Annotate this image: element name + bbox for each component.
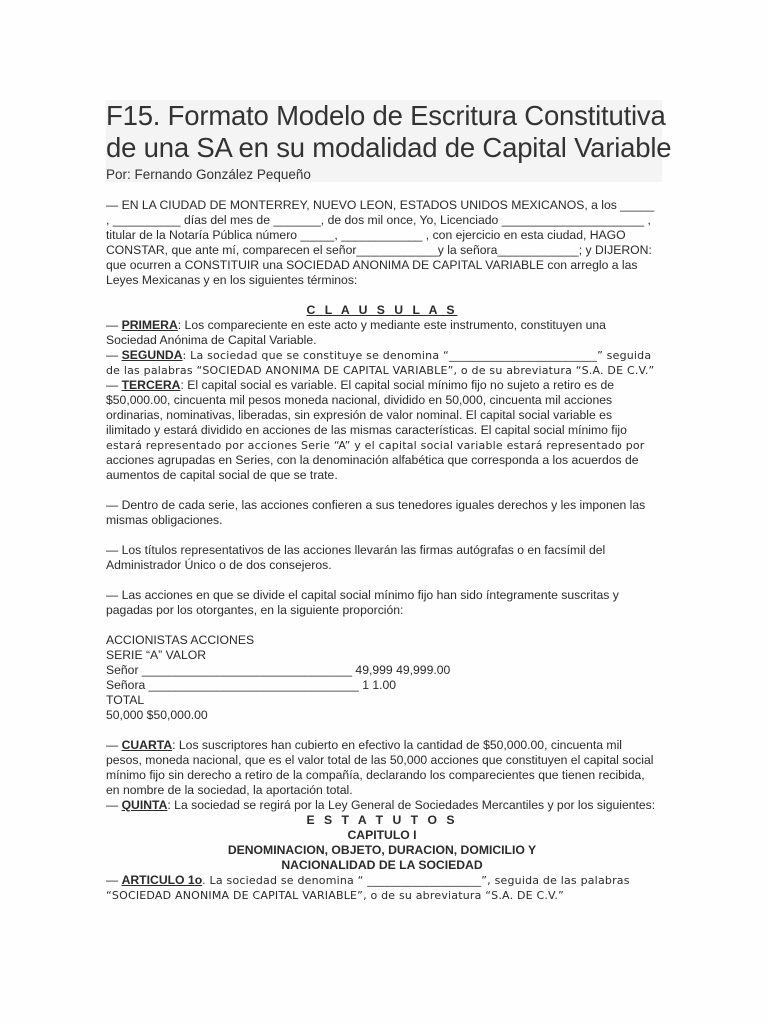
articulo-1: — ARTICULO 1o. La sociedad se denomina “ ____________________”, seguida de las palabras “SOCIEDAD ANONIMA DE CAPITAL VARIABLE”, o de su abreviatura “S.A. DE C.V.” (106, 873, 630, 902)
paragraph-series: — Dentro de cada serie, las acciones confieren a sus tenedores iguales derechos y les imponen las mismas obligaciones. (106, 498, 646, 527)
clausula-primera: — PRIMERA: Los compareciente en este acto y mediante este instrumento, constituyen una Sociedad Anónima de Capital Variable. (106, 318, 606, 347)
tercera-text-a: : El capital social es variable. El capital social mínimo fijo no sujeto a retiro es de $50,000.00, cincuenta mil pesos moneda nacional, dividido en 50,000, cincuenta mil acciones ordinarias, nominativas, liberadas, sin expresión de valor nominal. El capital social variable es ilimitado y estará dividido en acciones de las mismas características. El capital social mínimo fijo (106, 378, 627, 437)
articulo-text-b: “SOCIEDAD ANONIMA DE CAPITAL VARIABLE”, o de su abreviatura “S.A. DE C.V.” (106, 889, 564, 902)
capitulo-title-line-2: NACIONALIDAD DE LA SOCIEDAD (281, 858, 483, 872)
clausula-cuarta: — CUARTA: Los suscriptores han cubierto en efectivo la cantidad de $50,000.00, cincuenta mil pesos, moneda nacional, que es el valor total de las 50,000 acciones que constituyen el capital social mínimo fijo sin derecho a retiro de la compañía, declarando los comparecientes que tienen recibida, en nombre de la sociedad, la aportación total. (106, 738, 654, 797)
tercera-label: TERCERA (121, 378, 181, 392)
capitulo-title-line-1: DENOMINACION, OBJETO, DURACION, DOMICILIO Y (227, 843, 537, 857)
estatutos-heading: E S T A T U T O S (306, 813, 458, 827)
primera-label: PRIMERA (121, 318, 178, 332)
table-header-1: ACCIONISTAS ACCIONES (106, 633, 255, 647)
segunda-text: : La sociedad que se constituye se denomina “__________________________” seguida de las palabras “SOCIEDAD ANONIMA DE CAPITAL VARIABLE”, o de su abreviatura “S.A. DE C.V.” (106, 349, 655, 377)
shareholder-table (106, 633, 658, 723)
paragraph-acciones: — Las acciones en que se divide el capital social mínimo fijo han sido íntegramente suscritas y pagadas por los otorgantes, en la siguiente proporción: (106, 588, 619, 617)
tercera-text-b: estará representado por acciones Serie “A” y el capital social variable estará representado por (106, 439, 645, 452)
table-header-2: SERIE “A” VALOR (106, 648, 207, 662)
articulo-text-a: . La sociedad se denomina “ ____________________”, seguida de las palabras (202, 874, 630, 887)
document-body (106, 198, 658, 903)
paragraph-titulos: — Los títulos representativos de las acciones llevarán las firmas autógrafas o en facsímil del Administrador Único o de dos consejeros. (106, 543, 606, 572)
articulo-label: ARTICULO 1o (121, 873, 203, 887)
quinta-label: QUINTA (121, 798, 168, 812)
clausulas-heading: C L A U S U L A S (306, 303, 458, 317)
table-total-label: TOTAL (106, 693, 145, 707)
segunda-label: SEGUNDA (121, 348, 183, 362)
table-row: Señora _______________________________ 1 1.00 (106, 678, 397, 692)
document-title: F15. Formato Modelo de Escritura Constitutiva de una SA en su modalidad de Capital Variable (106, 100, 672, 163)
capitulo-heading: CAPITULO I (347, 828, 417, 842)
clausula-segunda: — SEGUNDA: La sociedad que se constituye se denomina “__________________________” seguida de las palabras “SOCIEDAD ANONIMA DE CAPITAL VARIABLE”, o de su abreviatura “S.A. DE C.V.” (106, 348, 655, 377)
cuarta-text: : Los suscriptores han cubierto en efectivo la cantidad de $50,000.00, cincuenta mil pesos, moneda nacional, que es el valor total de las 50,000 acciones que constituyen el capital social mínimo fijo sin derecho a retiro de la compañía, declarando los comparecientes que tienen recibida, en nombre de la sociedad, la aportación total. (106, 738, 654, 797)
table-row: Señor _______________________________ 49,999 49,999.00 (106, 663, 451, 677)
tercera-text-c: acciones agrupadas en Series, con la denominación alfabética que corresponda a los acuerdos de aumentos de capital social de que se trate. (106, 453, 639, 482)
document-author: Por: Fernando González Pequeño (106, 167, 311, 182)
cuarta-label: CUARTA (121, 738, 173, 752)
clausula-quinta: — QUINTA: La sociedad se regirá por la Ley General de Sociedades Mercantiles y por los siguientes: (106, 798, 656, 812)
intro-paragraph: — EN LA CIUDAD DE MONTERREY, NUEVO LEON, ESTADOS UNIDOS MEXICANOS, a los _____ , __________ días del mes de _______, de dos mil once, Yo, Licenciado _____________________ , titular de la Notaría Pública número _____, ____________ , con ejercicio en esta ciudad, HAGO CONSTAR, que ante mí, comparecen el señor____________y la señora____________; y DIJERON: que ocurren a CONSTITUIR una SOCIEDAD ANONIMA DE CAPITAL VARIABLE con arreglo a las Leyes Mexicanas y en los siguientes términos: (106, 198, 655, 287)
table-total-values: 50,000 $50,000.00 (106, 708, 208, 722)
quinta-text: : La sociedad se regirá por la Ley General de Sociedades Mercantiles y por los siguientes: (167, 798, 656, 812)
primera-text: : Los compareciente en este acto y mediante este instrumento, constituyen una Sociedad Anónima de Capital Variable. (106, 318, 606, 347)
clausula-tercera: — TERCERA: El capital social es variable. El capital social mínimo fijo no sujeto a retiro es de $50,000.00, cincuenta mil pesos moneda nacional, dividido en 50,000, cincuenta mil acciones ordinarias, nominativas, liberadas, sin expresión de valor nominal. El capital social variable es ilimitado y estará dividido en acciones de las mismas características. El capital social mínimo fijo estará representado por acciones Serie “A” y el capital social variable estará representado por acciones agrupadas en Series, con la denominación alfabética que corresponda a los acuerdos de aumentos de capital social de que se trate. (106, 378, 645, 482)
